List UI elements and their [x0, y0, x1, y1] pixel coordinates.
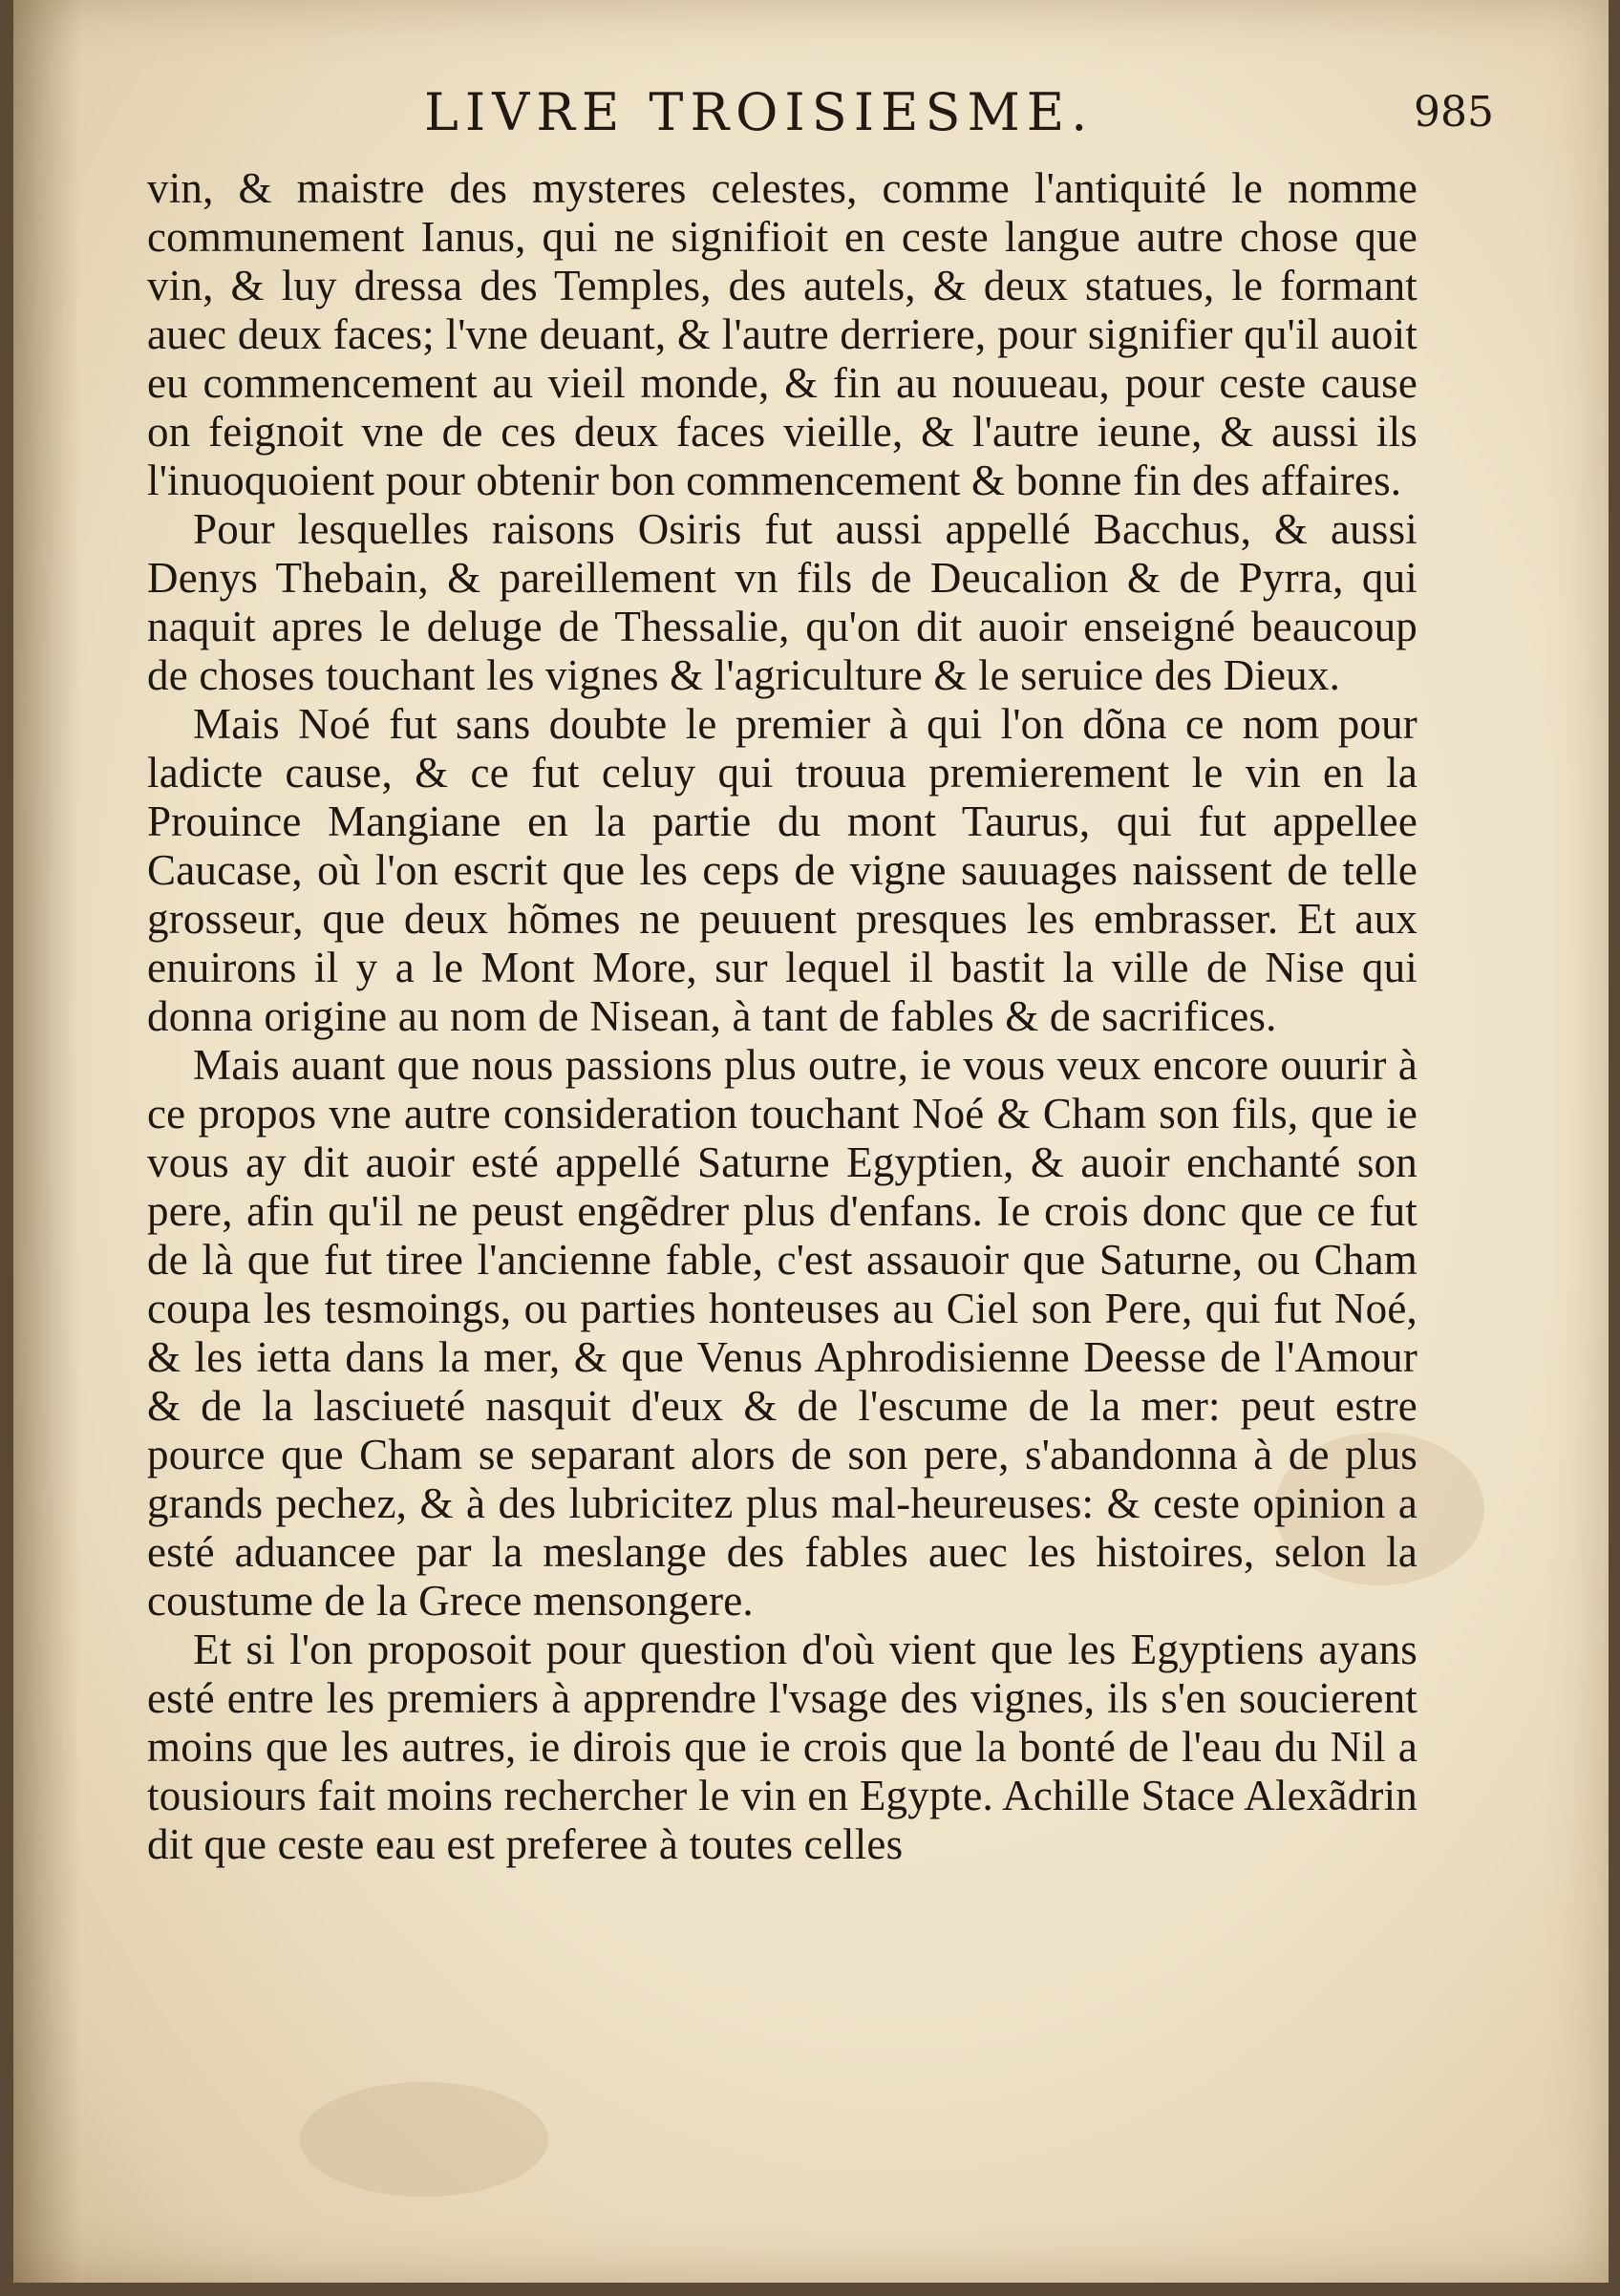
book-page [13, 0, 1609, 2283]
paragraph: Mais Noé fut sans doubte le premier à qui l'on dõna ce nom pour ladicte cause, & ce fut celuy qui trouua premierement le vin en la Prouince Mangiane en la partie du mont Taurus, qui fut appellee Caucase, où l'on escrit que les ceps de vigne sauuages naissent de telle grosseur, que deux hõmes ne peuuent presques les embrasser. Et aux enuirons il y a le Mont More, sur lequel il bastit la ville de Nise qui donna origine au nom de Nisean, à tant de fables & de sacrifices. [147, 700, 1418, 1040]
paragraph: Mais auant que nous passions plus outre, ie vous veux encore ouurir à ce propos vne autre consideration touchant Noé & Cham son fils, que ie vous ay dit auoir esté appellé Saturne Egyptien, & auoir enchanté son pere, afin qu'il ne peust engẽdrer plus d'enfans. Ie crois donc que ce fut de là que fut tiree l'ancienne fable, c'est assauoir que Saturne, ou Cham coupa les tesmoings, ou parties honteuses au Ciel son Pere, qui fut Noé, & les ietta dans la mer, & que Venus Aphrodisienne Deesse de l'Amour & de la lasciueté nasquit d'eux & de l'escume de la mer: peut estre pource que Cham se separant alors de son pere, s'abandonna à de plus grands pechez, & à des lubricitez plus mal-heureuses: & ceste opinion a esté aduancee par la meslange des fables auec les histoires, selon la coustume de la Grece mensongere. [147, 1041, 1418, 1625]
gutter-shadow [13, 0, 80, 2283]
main-text [147, 164, 1418, 1869]
page-number: 985 [1414, 88, 1494, 137]
paragraph: Et si l'on proposoit pour question d'où vient que les Egyptiens ayans esté entre les premiers à apprendre l'vsage des vignes, ils s'en soucierent moins que les autres, ie dirois que ie crois que la bonté de l'eau du Nil a tousiours fait moins rechercher le vin en Egypte. Achille Stace Alexãdrin dit que ceste eau est preferee à toutes celles [147, 1626, 1418, 1868]
paper-stain [300, 2082, 548, 2197]
running-title: LIVRE TROISIESME. [424, 82, 1095, 142]
paragraph: Pour lesquelles raisons Osiris fut aussi appellé Bacchus, & aussi Denys Thebain, & pareillement vn fils de Deucalion & de Pyrra, qui naquit apres le deluge de Thessalie, qu'on dit auoir enseigné beaucoup de choses touchant les vignes & l'agriculture & le seruice des Dieux. [147, 505, 1418, 699]
running-head [185, 74, 1494, 151]
paragraph-continued: vin, & maistre des mysteres celestes, comme l'antiquité le nomme communement Ianus, qui ne signifioit en ceste langue autre chose que vin, & luy dressa des Temples, des autels, & deux statues, le formant auec deux faces; l'vne deuant, & l'autre derriere, pour signifier qu'il auoit eu commencement au vieil monde, & fin au nouueau, pour ceste cause on feignoit vne de ces deux faces vieille, & l'autre ieune, & aussi ils l'inuoquoient pour obtenir bon commencement & bonne fin des affaires. [147, 164, 1418, 504]
